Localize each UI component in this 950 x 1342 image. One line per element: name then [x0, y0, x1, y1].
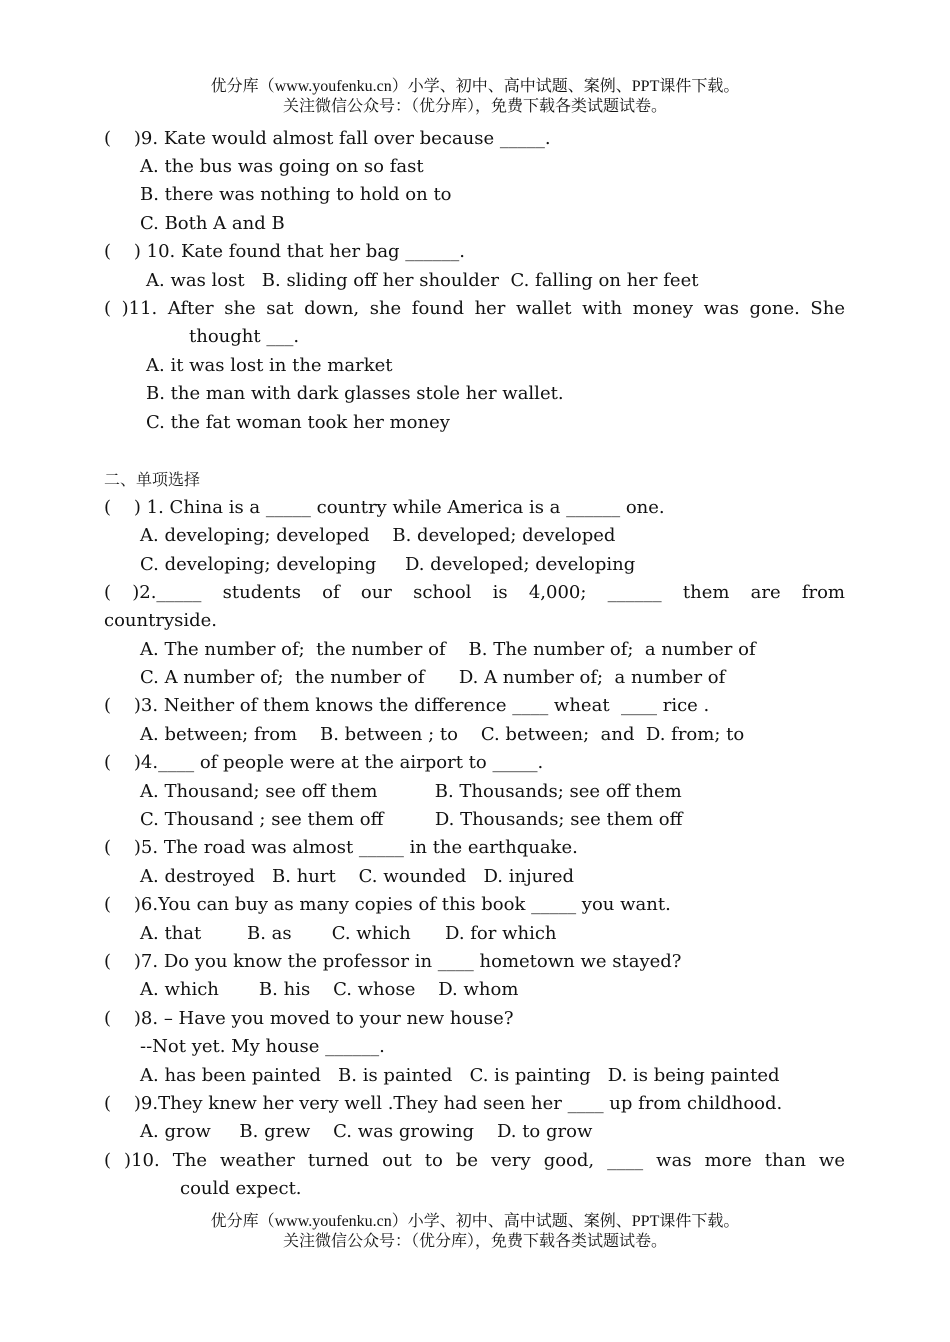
- mc-q4-stem: ( )4.____ of people were at the airport to _____.: [104, 752, 544, 773]
- mc-q8-stem: ( )8. – Have you moved to your new house?: [104, 1008, 514, 1029]
- reading-q10-options: A. was lost B. sliding off her shoulder C. falling on her feet: [146, 270, 699, 291]
- mc-q1-options-row2: C. developing; developing D. developed; developing: [140, 554, 636, 575]
- reading-q11-option-a: A. it was lost in the market: [146, 355, 393, 376]
- mc-q6-stem: ( )6.You can buy as many copies of this book _____ you want.: [104, 894, 671, 915]
- header-line-1: 优分库（www.youfenku.cn）小学、初中、高中试题、案例、PPT课件下载。: [210, 78, 740, 95]
- mc-q9-options: A. grow B. grew C. was growing D. to grow: [140, 1121, 593, 1142]
- mc-q2-stem: ( )2._____ students of our school is 4,000; ______ them are from: [104, 582, 845, 603]
- mc-q8-dialogue: --Not yet. My house ______.: [140, 1036, 385, 1057]
- reading-q9-stem: ( )9. Kate would almost fall over because _____.: [104, 128, 551, 149]
- mc-q2-stem-cont: countryside.: [104, 610, 218, 631]
- reading-q9-option-a: A. the bus was going on so fast: [140, 156, 424, 177]
- mc-q5-options: A. destroyed B. hurt C. wounded D. injured: [140, 866, 575, 887]
- mc-q1-options-row1: A. developing; developed B. developed; developed: [140, 525, 616, 546]
- reading-q11-stem: ( )11. After she sat down, she found her wallet with money was gone. She: [104, 298, 845, 319]
- reading-q9-option-c: C. Both A and B: [140, 213, 285, 234]
- mc-q3-stem: ( )3. Neither of them knows the difference ____ wheat ____ rice .: [104, 695, 710, 716]
- mc-q2-options-row1: A. The number of; the number of B. The number of; a number of: [140, 639, 756, 660]
- footer-line-2: 关注微信公众号：（优分库），免费下载各类试题试卷。: [282, 1233, 667, 1250]
- mc-q5-stem: ( )5. The road was almost _____ in the earthquake.: [104, 837, 578, 858]
- mc-q1-stem: ( ) 1. China is a _____ country while America is a ______ one.: [104, 497, 665, 518]
- header-line-2: 关注微信公众号：（优分库），免费下载各类试题试卷。: [282, 98, 667, 115]
- reading-q11-option-c: C. the fat woman took her money: [146, 412, 450, 433]
- mc-q4-options-row2: C. Thousand ; see them off D. Thousands; see them off: [140, 809, 683, 830]
- reading-q9-option-b: B. there was nothing to hold on to: [140, 184, 452, 205]
- section-title: 二、单项选择: [104, 470, 201, 489]
- mc-q8-options: A. has been painted B. is painted C. is painting D. is being painted: [140, 1065, 780, 1086]
- mc-q3-options: A. between; from B. between ; to C. between; and D. from; to: [140, 724, 745, 745]
- page-header: [0, 77, 950, 117]
- mc-q4-options-row1: A. Thousand; see off them B. Thousands; see off them: [140, 781, 682, 802]
- mc-q10-stem: ( )10. The weather turned out to be very good, ____ was more than we: [104, 1150, 845, 1171]
- mc-q6-options: A. that B. as C. which D. for which: [140, 923, 557, 944]
- reading-q11-stem-cont: thought ___.: [189, 326, 300, 347]
- mc-q7-stem: ( )7. Do you know the professor in ____ hometown we stayed?: [104, 951, 682, 972]
- mc-q9-stem: ( )9.They knew her very well .They had seen her ____ up from childhood.: [104, 1093, 783, 1114]
- page-footer: [0, 1212, 950, 1252]
- mc-q10-stem-cont: could expect.: [180, 1178, 302, 1199]
- mc-q7-options: A. which B. his C. whose D. whom: [140, 979, 519, 1000]
- mc-q2-options-row2: C. A number of; the number of D. A number of; a number of: [140, 667, 726, 688]
- footer-line-1: 优分库（www.youfenku.cn）小学、初中、高中试题、案例、PPT课件下载。: [210, 1213, 740, 1230]
- reading-q10-stem: ( ) 10. Kate found that her bag ______.: [104, 241, 466, 262]
- reading-q11-option-b: B. the man with dark glasses stole her wallet.: [146, 383, 564, 404]
